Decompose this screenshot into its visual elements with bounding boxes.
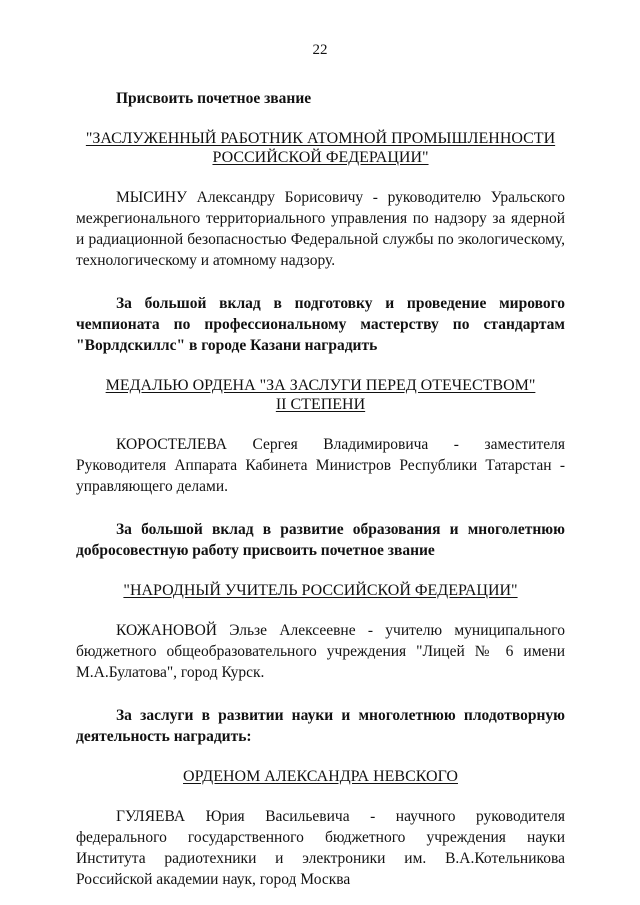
recipient-paragraph: КОЖАНОВОЙ Эльзе Алексеевне - учителю муниципального бюджетного общеобразовательного учреждения "Лицей № 6 имени М.А.Булатова", город Курск. <box>76 622 565 681</box>
award-title-line: РОССИЙСКОЙ ФЕДЕРАЦИИ" <box>212 149 429 166</box>
recipient-paragraph: МЫСИНУ Александру Борисовичу - руководителю Уральского межрегионального территориального управления по надзору за ядерной и радиационной безопасностью Федеральной службы по экологическому, технологическому и атомному надзору. <box>76 189 565 269</box>
award-title-line: МЕДАЛЬЮ ОРДЕНА "ЗА ЗАСЛУГИ ПЕРЕД ОТЕЧЕСТВОМ" <box>105 377 536 394</box>
award-title-line: "НАРОДНЫЙ УЧИТЕЛЬ РОССИЙСКОЙ ФЕДЕРАЦИИ" <box>123 582 518 599</box>
recipient-paragraph: ГУЛЯЕВА Юрия Васильевича - научного руководителя федерального государственного бюджетного учреждения науки Института радиотехники и электроники им. В.А.Котельникова Российской академии наук, город Москва <box>76 808 565 888</box>
section-heading: За большой вклад в подготовку и проведение мирового чемпионата по профессиональному мастерству по стандартам "Ворлдскиллс" в городе Казани наградить <box>76 295 565 354</box>
award-title-line: "ЗАСЛУЖЕННЫЙ РАБОТНИК АТОМНОЙ ПРОМЫШЛЕННОСТИ <box>85 130 556 147</box>
recipient-paragraph: КОРОСТЕЛЕВА Сергея Владимировича - заместителя Руководителя Аппарата Кабинета Министров Республики Татарстан - управляющего делами. <box>76 436 565 495</box>
page-number: 22 <box>312 42 328 58</box>
section-heading: За заслуги в развитии науки и многолетнюю плодотворную деятельность наградить: <box>76 707 565 745</box>
section-heading: За большой вклад в развитие образования и многолетнюю добросовестную работу присвоить почетное звание <box>76 521 565 559</box>
section-heading: Присвоить почетное звание <box>116 90 312 107</box>
document-body <box>76 88 565 890</box>
award-title-line: ОРДЕНОМ АЛЕКСАНДРА НЕВСКОГО <box>183 768 458 785</box>
award-title-line: II СТЕПЕНИ <box>275 396 366 413</box>
